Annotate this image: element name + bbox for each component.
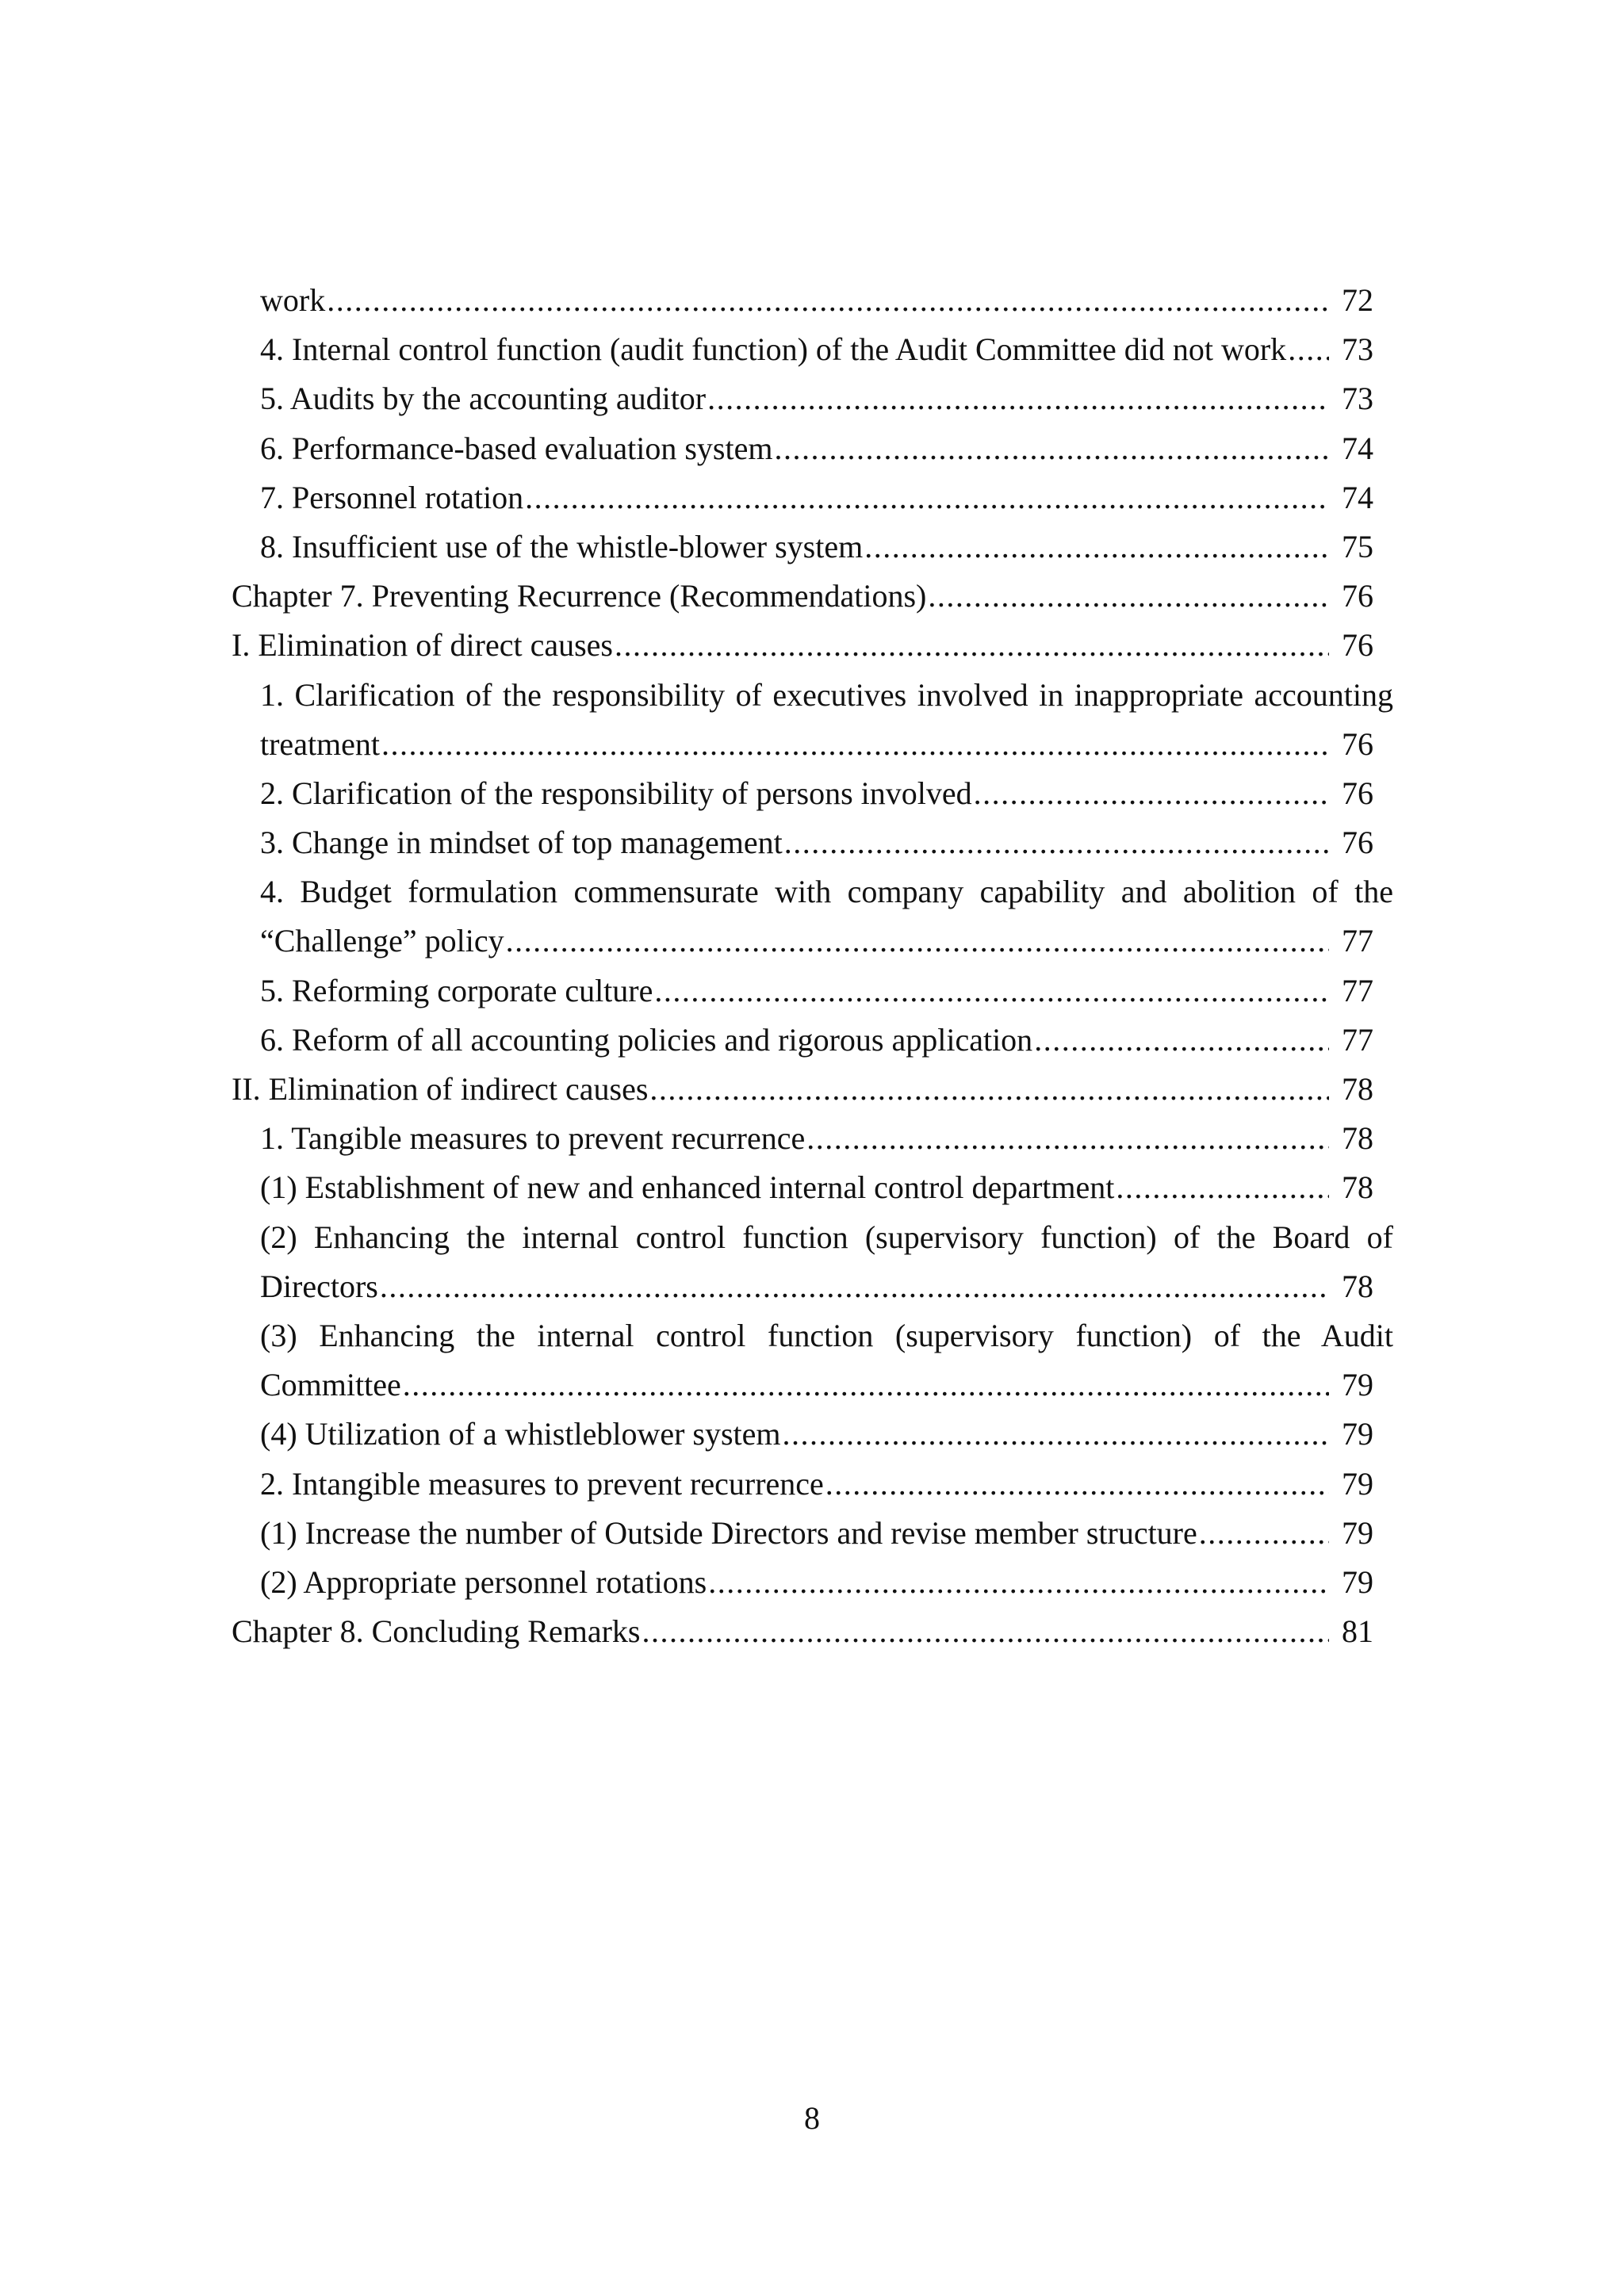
toc-entry-page-number: 77 <box>1342 923 1373 959</box>
toc-entry[interactable] <box>232 1509 1393 1558</box>
table-of-contents <box>232 276 1393 1656</box>
toc-entry-page-number: 72 <box>1342 282 1373 318</box>
toc-entry-page-number: 79 <box>1342 1367 1373 1403</box>
dot-leader <box>928 572 1329 621</box>
dot-leader <box>327 276 1329 325</box>
toc-entry-title: 2. Intangible measures to prevent recurrence <box>260 1465 824 1502</box>
toc-entry[interactable] <box>232 1410 1393 1459</box>
toc-entry-title: 6. Reform of all accounting policies and rigorous application <box>260 1021 1033 1058</box>
toc-entry[interactable] <box>232 1558 1393 1607</box>
toc-entry-title: (1) Establishment of new and enhanced internal control department <box>260 1169 1115 1206</box>
toc-entry[interactable] <box>232 769 1393 818</box>
dot-leader <box>506 916 1329 966</box>
dot-leader <box>1116 1163 1329 1212</box>
toc-entry[interactable] <box>232 1065 1393 1114</box>
toc-entry-page-number: 76 <box>1342 578 1373 614</box>
toc-entry-title: II. Elimination of indirect causes <box>232 1071 649 1107</box>
toc-entry-title: Directors <box>260 1268 378 1304</box>
dot-leader <box>707 374 1329 423</box>
dot-leader <box>380 1262 1329 1311</box>
toc-entry[interactable] <box>232 621 1393 670</box>
dot-leader <box>1199 1509 1329 1558</box>
toc-entry-page-number: 79 <box>1342 1514 1373 1551</box>
dot-leader <box>649 1065 1329 1114</box>
dot-leader <box>1288 325 1329 374</box>
toc-entry[interactable] <box>232 473 1393 522</box>
toc-entry-wrapped-line: (2) Enhancing the internal control function (supervisory function) of the Board of <box>260 1219 1393 1255</box>
dot-leader <box>615 621 1329 670</box>
toc-entry[interactable] <box>232 424 1393 473</box>
toc-entry-page-number: 74 <box>1342 479 1373 515</box>
toc-entry[interactable] <box>232 522 1393 572</box>
toc-entry[interactable] <box>232 325 1393 374</box>
toc-entry[interactable] <box>232 1016 1393 1065</box>
toc-entry[interactable] <box>232 1114 1393 1163</box>
dot-leader <box>381 720 1329 769</box>
dot-leader <box>654 966 1329 1016</box>
dot-leader <box>525 473 1329 522</box>
toc-entry-title: (2) Appropriate personnel rotations <box>260 1563 707 1600</box>
toc-entry[interactable] <box>232 1262 1393 1311</box>
toc-entry-title: Chapter 8. Concluding Remarks <box>232 1613 641 1650</box>
dot-leader <box>825 1460 1329 1509</box>
dot-leader <box>784 818 1329 867</box>
toc-entry-title: 3. Change in mindset of top management <box>260 825 783 861</box>
toc-entry-title: 2. Clarification of the responsibility of persons involved <box>260 775 972 811</box>
dot-leader <box>974 769 1329 818</box>
dot-leader <box>708 1558 1329 1607</box>
toc-entry-title: Committee <box>260 1367 401 1403</box>
toc-entry-title: 5. Reforming corporate culture <box>260 972 653 1008</box>
toc-entry[interactable] <box>232 1163 1393 1212</box>
toc-entry[interactable] <box>232 1360 1393 1410</box>
toc-entry-title: Chapter 7. Preventing Recurrence (Recommendations) <box>232 578 927 614</box>
toc-entry[interactable] <box>232 966 1393 1016</box>
toc-entry-wrapped-line: 1. Clarification of the responsibility of executives involved in inappropriate accounting <box>260 676 1393 713</box>
toc-entry-title: 8. Insufficient use of the whistle-blower system <box>260 528 864 564</box>
toc-entry-title: treatment <box>260 725 381 762</box>
toc-entry[interactable] <box>232 276 1393 325</box>
toc-entry-page-number: 73 <box>1342 381 1373 417</box>
toc-entry-title: I. Elimination of direct causes <box>232 627 613 664</box>
toc-entry-page-number: 76 <box>1342 775 1373 811</box>
toc-entry-page-number: 79 <box>1342 1465 1373 1502</box>
toc-entry[interactable] <box>232 818 1393 867</box>
toc-entry-page-number: 76 <box>1342 825 1373 861</box>
toc-entry[interactable] <box>232 1607 1393 1656</box>
toc-entry-title: “Challenge” policy <box>260 923 504 959</box>
toc-entry-title: (4) Utilization of a whistleblower system <box>260 1416 781 1452</box>
toc-entry-page-number: 77 <box>1342 972 1373 1008</box>
toc-entry[interactable] <box>232 1460 1393 1509</box>
toc-entry-page-number: 78 <box>1342 1120 1373 1157</box>
page-number: 8 <box>804 2100 820 2136</box>
toc-entry-page-number: 76 <box>1342 725 1373 762</box>
toc-entry[interactable] <box>232 374 1393 423</box>
toc-entry-page-number: 77 <box>1342 1021 1373 1058</box>
toc-entry-page-number: 78 <box>1342 1071 1373 1107</box>
dot-leader <box>806 1114 1329 1163</box>
toc-entry-title: 4. Internal control function (audit function) of the Audit Committee did not work <box>260 331 1287 368</box>
toc-entry-title: 6. Performance-based evaluation system <box>260 430 773 466</box>
toc-entry-title: 7. Personnel rotation <box>260 479 524 515</box>
dot-leader <box>1034 1016 1329 1065</box>
toc-entry-page-number: 81 <box>1342 1613 1373 1650</box>
toc-entry-title: (1) Increase the number of Outside Directors and revise member structure <box>260 1514 1197 1551</box>
toc-entry[interactable] <box>232 572 1393 621</box>
toc-entry-page-number: 78 <box>1342 1268 1373 1304</box>
toc-entry-page-number: 79 <box>1342 1563 1373 1600</box>
toc-entry-title: work <box>260 282 326 318</box>
toc-entry-page-number: 79 <box>1342 1416 1373 1452</box>
toc-entry-page-number: 73 <box>1342 331 1373 368</box>
dot-leader <box>642 1607 1329 1656</box>
toc-entry-page-number: 75 <box>1342 528 1373 564</box>
toc-entry-title: 5. Audits by the accounting auditor <box>260 381 707 417</box>
toc-entry-wrapped-line: (3) Enhancing the internal control function (supervisory function) of the Audit <box>260 1317 1393 1353</box>
toc-entry-title: 1. Tangible measures to prevent recurrence <box>260 1120 806 1157</box>
toc-entry-page-number: 76 <box>1342 627 1373 664</box>
dot-leader <box>783 1410 1329 1459</box>
toc-entry[interactable] <box>232 720 1393 769</box>
toc-entry[interactable] <box>232 916 1393 966</box>
toc-entry-page-number: 78 <box>1342 1169 1373 1206</box>
toc-entry-wrapped-line: 4. Budget formulation commensurate with company capability and abolition of the <box>260 874 1393 910</box>
toc-entry-page-number: 74 <box>1342 430 1373 466</box>
dot-leader <box>864 522 1329 572</box>
dot-leader <box>403 1360 1329 1410</box>
dot-leader <box>774 424 1329 473</box>
